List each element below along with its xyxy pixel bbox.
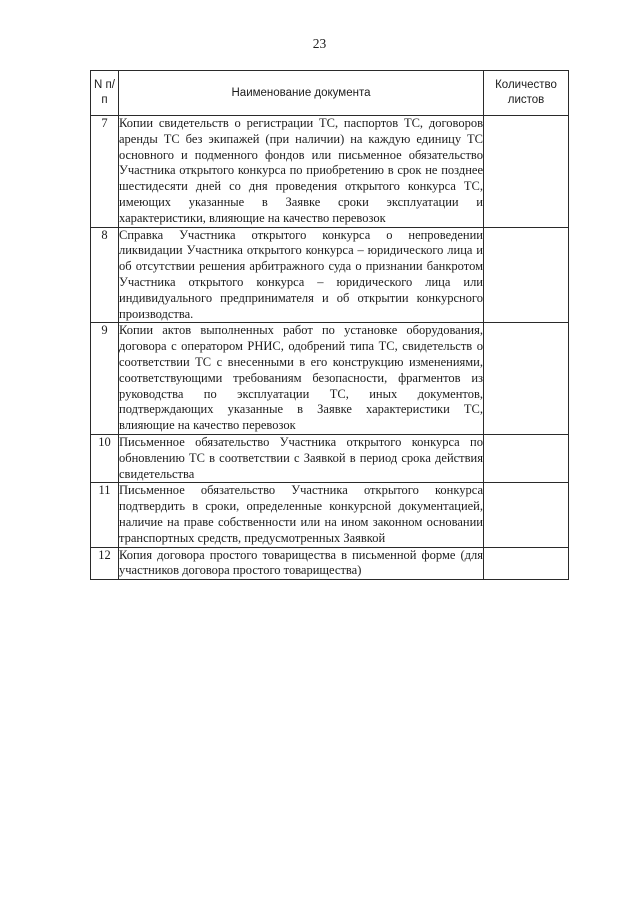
row-number: 8 (91, 227, 119, 323)
table-row (91, 483, 569, 547)
table-row (91, 116, 569, 228)
row-number: 9 (91, 323, 119, 435)
row-sheet-count (484, 483, 569, 547)
row-document-name: Письменное обязательство Участника открытого конкурса по обновлению ТС в соответствии с Заявкой в период срока действия свидетельства (119, 434, 484, 482)
header-document-name: Наименование документа (119, 71, 484, 116)
table-row (91, 434, 569, 482)
row-sheet-count (484, 323, 569, 435)
row-document-name: Копии актов выполненных работ по установке оборудования, договора с оператором РНИС, одобрений типа ТС, свидетельств о соответствии ТС с внесенными в его конструкцию изменениями, соответствующими требованиям безопасности, фрагментов из руководства по эксплуатации ТС, иных документов, подтверждающих указанные в Заявке характеристики ТС, влияющие на качество перевозок (119, 323, 484, 435)
page-number: 23 (312, 36, 327, 51)
header-number: N п/п (91, 71, 119, 116)
row-sheet-count (484, 547, 569, 580)
row-number: 7 (91, 116, 119, 228)
row-document-name: Копия договора простого товарищества в письменной форме (для участников договора простого товарищества) (119, 547, 484, 580)
table-row (91, 547, 569, 580)
row-number: 10 (91, 434, 119, 482)
row-number: 12 (91, 547, 119, 580)
table-header-row (91, 71, 569, 116)
row-document-name: Справка Участника открытого конкурса о непроведении ликвидации Участника открытого конкурса – юридического лица и об отсутствии решения арбитражного суда о признании банкротом Участника открытого конкурса – юридического лица или индивидуального предпринимателя и об открытии конкурсного производства. (119, 227, 484, 323)
table-row (91, 323, 569, 435)
row-document-name: Копии свидетельств о регистрации ТС, паспортов ТС, договоров аренды ТС без экипажей (при наличии) на каждую единицу ТС основного и подменного фондов или письменное обязательство Участника открытого конкурса по приобретению в срок не позднее шестидесяти дней со дня проведения открытого конкурса ТС, имеющих указанные в Заявке сроки эксплуатации и характеристики, влияющие на качество перевозок (119, 116, 484, 228)
header-sheet-count: Количество листов (484, 71, 569, 116)
table-row (91, 227, 569, 323)
row-sheet-count (484, 227, 569, 323)
row-number: 11 (91, 483, 119, 547)
documents-table (90, 70, 569, 580)
row-sheet-count (484, 434, 569, 482)
row-sheet-count (484, 116, 569, 228)
row-document-name: Письменное обязательство Участника открытого конкурса подтвердить в сроки, определенные конкурсной документацией, наличие на праве собственности или на ином законном основании транспортных средств, предусмотренных Заявкой (119, 483, 484, 547)
